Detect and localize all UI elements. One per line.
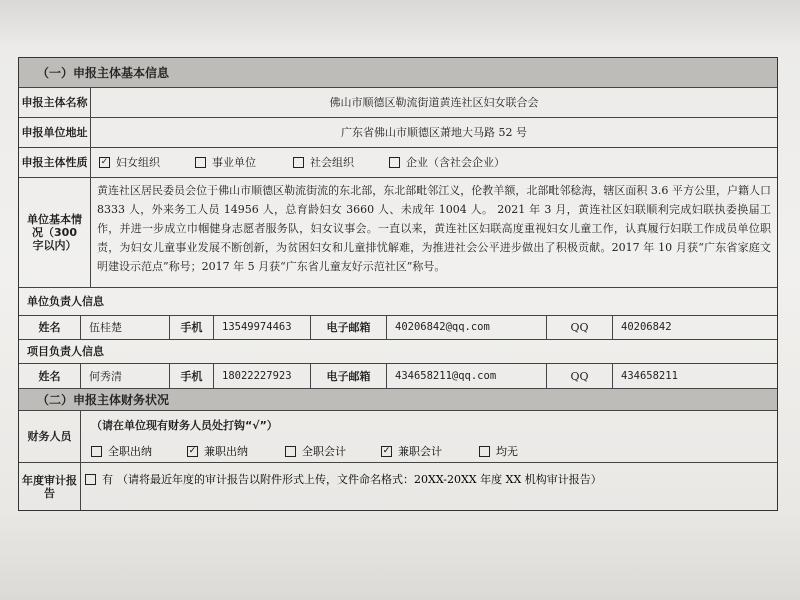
org-type-option-public[interactable]: 事业单位 [195, 156, 293, 169]
org-name-row [19, 88, 777, 118]
checkbox-icon[interactable] [293, 157, 304, 168]
audit-row [19, 463, 777, 510]
project-leader-name-label: 姓名 [19, 364, 81, 388]
project-leader-row [19, 364, 777, 389]
org-type-label: 申报主体性质 [19, 148, 91, 177]
org-type-options [91, 148, 777, 177]
checkbox-checked-icon[interactable]: ✓ [382, 445, 391, 456]
checkbox-icon[interactable] [85, 474, 96, 485]
project-leader-email: 434658211@qq.com [387, 364, 547, 388]
project-leader-qq-label: QQ [547, 364, 613, 388]
unit-leader-email-label: 电子邮箱 [311, 316, 387, 339]
finance-option-parttime-accountant[interactable]: ✓ 兼职会计 [382, 445, 442, 458]
finance-staff-label: 财务人员 [19, 411, 81, 462]
org-type-option-enterprise[interactable]: 企业（含社会企业） [389, 156, 505, 169]
finance-option-fulltime-accountant[interactable]: 全职会计 [285, 443, 381, 459]
section2-header [19, 389, 777, 411]
project-leader-email-label: 电子邮箱 [311, 364, 387, 388]
checkbox-icon[interactable] [479, 446, 490, 457]
unit-leader-phone: 13549974463 [214, 316, 311, 339]
org-name-label: 申报主体名称 [19, 88, 91, 117]
org-type-row [19, 148, 777, 178]
checkbox-icon[interactable] [195, 157, 206, 168]
audit-option-label: 有 [102, 473, 113, 486]
application-form-table [18, 57, 778, 511]
org-type-option-social[interactable]: 社会组织 [293, 156, 389, 169]
audit-instruction: （请将最近年度的审计报告以附件形式上传，文件命名格式：20XX-20XX 年度 XX 机构审计报告） [117, 473, 602, 486]
checkbox-icon[interactable] [91, 446, 102, 457]
unit-leader-phone-label: 手机 [170, 316, 214, 339]
checkbox-checked-icon[interactable]: ✓ [188, 445, 197, 456]
org-type-option-women[interactable]: ✓ 妇女组织 [100, 156, 160, 169]
finance-staff-options [91, 443, 518, 459]
section1-title: （一）申报主体基本信息 [37, 66, 170, 80]
unit-leader-email: 40206842@qq.com [387, 316, 547, 339]
unit-leader-qq-label: QQ [547, 316, 613, 339]
audit-label: 年度审计报告 [19, 463, 81, 510]
unit-leader-name: 伍桂楚 [81, 316, 170, 339]
audit-option[interactable] [85, 471, 602, 487]
checkbox-checked-icon[interactable]: ✓ [100, 157, 109, 167]
unit-leader-name-label: 姓名 [19, 316, 81, 339]
org-address-value: 广东省佛山市顺德区萧地大马路 52 号 [341, 126, 527, 139]
unit-leader-qq: 40206842 [621, 321, 672, 333]
finance-option-fulltime-cashier[interactable]: 全职出纳 [91, 443, 187, 459]
checkbox-icon[interactable] [389, 157, 400, 168]
section2-title: （二）申报主体财务状况 [37, 393, 170, 407]
checkbox-icon[interactable] [285, 446, 296, 457]
org-basic-row [19, 178, 777, 288]
unit-leader-row [19, 316, 777, 340]
finance-staff-row [19, 411, 777, 463]
org-basic-label: 单位基本情况（300 字以内） [19, 178, 91, 287]
org-name-value: 佛山市顺德区勒流街道黄连社区妇女联合会 [329, 96, 539, 109]
unit-leader-heading-row [19, 288, 777, 316]
unit-leader-heading: 单位负责人信息 [27, 295, 104, 308]
org-address-label: 申报单位地址 [19, 118, 91, 147]
section1-header [19, 58, 777, 88]
org-address-row [19, 118, 777, 148]
org-basic-text: 黄连社区居民委员会位于佛山市顺德区勒流街流的东北部，东北部毗邻江义，伦教羊额，北部毗邻稔海，辖区面积 3.6 平方公里，户籍人口 8333 人，外来务工人员 14956 人，总育龄妇女 3660 人、未成年 1004 人。 2021 年 3 月，黄连社区妇联顺利完成妇联执委换届工作，并进一步成立巾帼健身志愿者服务队，妇女议事会。一直以来，黄连社区妇联高度重视妇女儿童工作，认真履行妇联工作成员单位职责，为妇女儿童事业发展不断创新，为贫困妇女和儿童排忧解难，为推进社会公平进步做出了积极贡献。2017 年 10 月获“广东省家庭文明建设示范点”称号；2017 年 5 月获“广东省儿童友好示范社区”称号。 [97, 184, 771, 273]
finance-staff-content [81, 411, 777, 462]
finance-option-none[interactable]: 均无 [479, 443, 518, 459]
project-leader-heading-row [19, 340, 777, 364]
audit-content [81, 463, 777, 510]
finance-option-parttime-cashier[interactable]: ✓ 兼职出纳 [188, 445, 248, 458]
project-leader-phone: 18022227923 [214, 364, 311, 388]
project-leader-name: 何秀清 [81, 364, 170, 388]
project-leader-phone-label: 手机 [170, 364, 214, 388]
project-leader-qq: 434658211 [621, 369, 678, 382]
finance-staff-instruction: （请在单位现有财务人员处打钩“√”） [91, 419, 278, 432]
project-leader-heading: 项目负责人信息 [27, 345, 104, 358]
